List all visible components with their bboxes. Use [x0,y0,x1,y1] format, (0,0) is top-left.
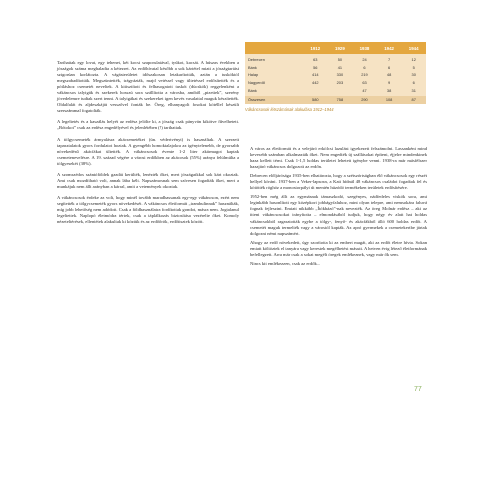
page-number: 77 [414,386,422,393]
table-row [245,71,426,79]
table-cell: 219 [361,72,368,78]
table-cell: 330 [336,72,344,78]
paragraph: A tölgycsemeték ármyalásra akácsemetéket (ún. védertvényt) is használtak. A szerzett tapasztalatok gyors fordulatot hoztak. A gyengébb homoktalajokra az igénytelenebb, de gyorsabb növekedésű akácfákat ültették. A vákáncsosok évente 1-2 liter akármagot kaptak csemetenevelésre. A 19. század végére a városi erdőkben az akácosok (55%) aránya felülmúlta a tölgyesekét (38%). [57,136,239,166]
table-cell: 30 [411,72,416,78]
table-cell: 50 [337,57,343,63]
table-cell: 414 [312,72,319,78]
table-cell: 48 [386,72,392,78]
table-cell: 5 [412,64,415,70]
table-caption: Vákáncsosok létszámának alakulása 1912–1944 [245,106,334,112]
table-body [245,54,426,96]
table-header-cell: 1944 [408,45,419,51]
table-cell: 38 [386,87,392,93]
table-header-cell: 1938 [359,45,370,51]
total-cell: 108 [385,97,393,103]
table-cell: 47 [362,87,367,93]
paragraph: Ahogy az erdő növekedett, úgy szorította ki az embert magát, aki az erdőt életre hívta. Sokan emiatt költöztek el tanyára vagy kerestek megélhetést másutt. A hetven évig létező életformának befellegzett. Arra már csak a sokat megélt öregek emlékeznek, vagy már ők sem. [250,239,427,257]
right-text-column [250,146,427,270]
total-cell: 758 [336,97,344,103]
table-cell: 6 [388,64,391,70]
table-cell: 56 [313,64,318,70]
table-cell: 63 [313,57,318,63]
table-cell: 442 [312,80,319,86]
total-cell: 580 [312,97,319,103]
total-cell: 290 [361,97,368,103]
paragraph: Tarthattak egy lovat, egy tehenet, két kocsi szaporulatával, tyúkot, kacsát. A húszas években a jószágok száma meghaladta a kétezret. Az erdőhívatal később a sok kártétel miatt a jószágtartást szigorúan korlátozta. A vágásterületet időszakosan letakarították, aztán a tuskóktól megszabadították. Megszüntették, trágyázták, majd vetéssel vagy ültetéssel erdősítették és a pótláshoz csemetét neveltek. A kitisztított és felhasogatott tuskót (dücskök) reggelenként a vákáncsos talyigák és szekerek hosszú sora szállította a városba, amiből „pizetiek”, szerény jövedelemre tudtak szert tenni. A talyigákat és szekereket igen kevés vasalattal maguk készítették. Oldalfalát és aljdeszkáját vesszővel fonták be. Öreg, elhanyagolt fosokat kötéllel készült szerszámmal fogatolták. [57,60,239,114]
left-text-column [57,60,239,230]
table-cell: 31 [411,87,416,93]
table-header-cell: 1929 [335,45,345,51]
total-cell: 87 [411,97,416,103]
table-cell: 63 [362,80,367,86]
paragraph: A vákáncsosok érdeke az volt, hogy minél tovább maradhassanak egy-egy vákáncson, ezért nem segítették a tölgycsemeték gyors növekedését. A vákáncsos életformát „trambulinnak” használták, míg jobb lehetőség nem adódott. Csak a földhasználatra fordítottak gondot, másra nem. Jogtalanul legeltettek. Naplopó életmódra tértek, csak a táplálkozás biztosítása vezérelte őket. Komoly nézeteltérések, ellentétek alakultak ki köztük és az erdőőrök, erdőtisztek között. [57,194,239,225]
paragraph: A szomszédos szántóföldek gazdái kerülték, lenézték őket, mert jószágaikkal sok kárt okoztak. Ami csak mozdítható volt, annak lába kélt. Napszámosnak sem szívesen fogadták őket, mert a munkájuk nem állt arányban a kárral, amit a vetemények okoztak. [57,171,239,189]
table-header-row [245,42,426,54]
paragraph: A város az életformát és a velejáró erkölcsi lazulást igyekezett felszámolni. Lassanként mind kevesebb számban alkalmazták őket. Nem engedték új szállásokat építeni, éjjelre mindenkinek haza kellett térni. Csak 1-1,5 holdas területet lehetett igénybe venni. 1938-ra már másfélszer hazajáró vákáncsos dolgozott az erdőn. [250,146,427,170]
table-header-cell: 1942 [384,45,394,51]
table-cell: 12 [411,57,416,63]
row-label: Bánk [248,87,257,93]
row-label: Bánk [248,64,257,70]
table-row [245,79,426,87]
table-cell: 24 [362,57,367,63]
row-label: Halap [248,72,259,78]
paragraph: Nincs kit emlékezzen, csak az erdők... [250,260,321,266]
statistics-table [245,42,426,112]
paragraph: Debrecen előljárósága 1935-ben elhatározta, hogy a szétszórtságban élő vákáncsosok egy részét hellyel kíváni. 1937-ben a Veker-lapsosn, a Kati hídnál 48 vákáncsos családot fogadtak fel és kötötték röghöz a monostorpályi út mentén húzódó termékeken területek erdősítésére. [250,173,427,191]
table-cell: 6 [412,80,415,86]
table-cell: 203 [336,80,344,86]
table-row [245,64,426,72]
table-cell: 9 [388,80,391,86]
table-total-row [245,96,426,104]
table-row [245,56,426,64]
table-cell: 7 [388,57,391,63]
table-row [245,86,426,94]
table-cell: 41 [337,64,343,70]
paragraph: 1952-ben még állt az egymásnak támaszkodó, szegényes, nádfedeles viskók sora, ami leginkább hasonlított egy középkori jobbágyfaluhoz, mint olyan telepre, ami nemsokára faluvá fognak fejlesztni. Emiatt nikkább „Ítókbázó”-nak nevezték. Az öreg Molnár erdész – aki az itteni vákáncsosokat irányította – elmondásából tudjuk, hogy négy év alatt hat holdas vákáncsokból ragasztották egybe a tölgy-, fenyő- és akácfákból álló 600 holdas erdőt. A csemetét maguk termelték vagy a várostól kapták. Az apró gyermekek a csemetekertbe jártak dolgozni némi napszámért. [250,194,427,236]
paragraph: A legeltetés és a kaszálás helyét az erdész jelölte ki, a jószág csak pányván kikötve fűvelhetett. „Bótokot” csak az erdész engedélyével és jelenlétében (!) tarthattak. [57,119,239,131]
table-cell: 6 [363,64,366,70]
table-header-cell: 1912 [310,45,321,51]
row-label: Nagyerdő [248,80,265,86]
total-label: Összesen [248,97,266,103]
row-label: Debrecen [248,57,265,63]
